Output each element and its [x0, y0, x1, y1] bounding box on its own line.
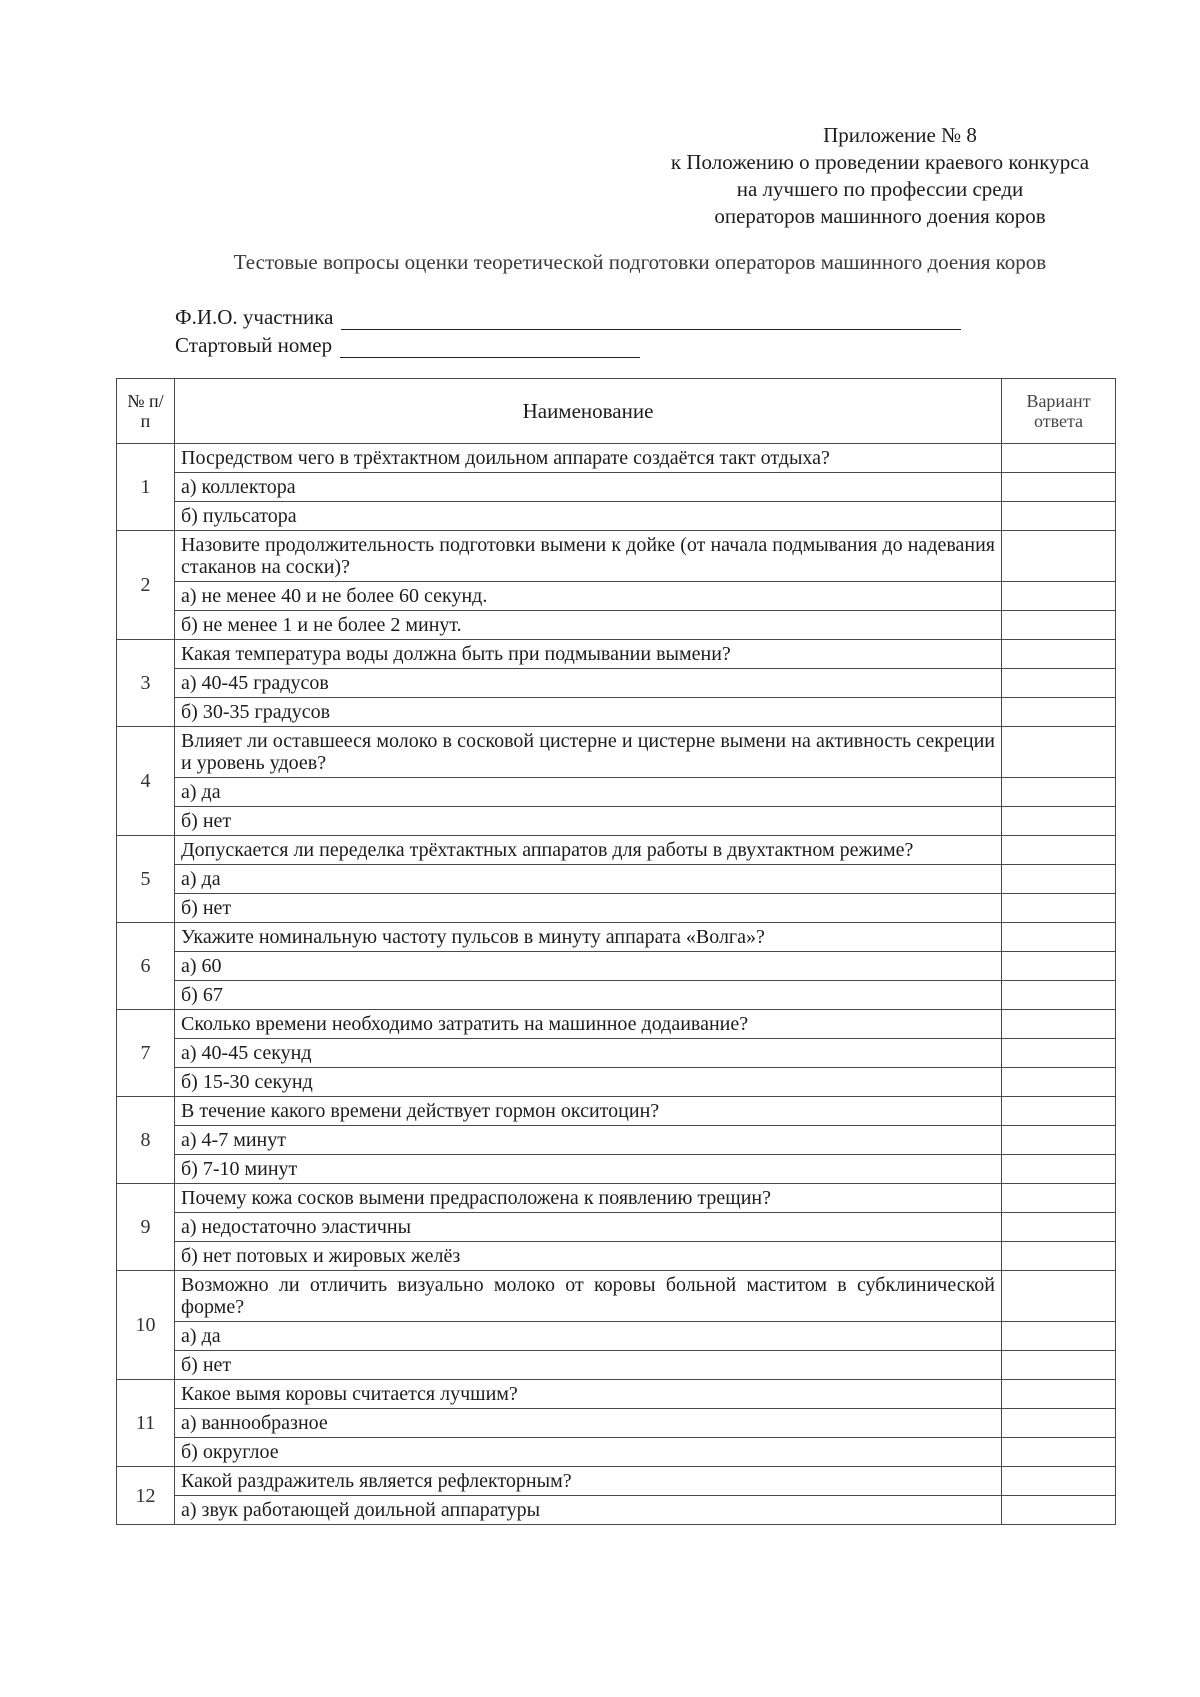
answer-option-row: [117, 894, 1116, 923]
column-header-answer: Вариант ответа: [1002, 379, 1116, 444]
answer-cell[interactable]: [1002, 1126, 1116, 1155]
question-row: [117, 923, 1116, 952]
answer-option: а) да: [175, 865, 1002, 894]
answer-option: б) округлое: [175, 1438, 1002, 1467]
answer-cell[interactable]: [1002, 1155, 1116, 1184]
answer-option: б) нет: [175, 894, 1002, 923]
answer-option-row: [117, 473, 1116, 502]
question-text: Какой раздражитель является рефлекторным?: [175, 1467, 1002, 1496]
question-text: Какое вымя коровы считается лучшим?: [175, 1380, 1002, 1409]
answer-option-row: [117, 1126, 1116, 1155]
question-text: Почему кожа сосков вымени предрасположена к появлению трещин?: [175, 1184, 1002, 1213]
answer-option: а) не менее 40 и не более 60 секунд.: [175, 582, 1002, 611]
answer-option-row: [117, 1351, 1116, 1380]
answer-option: а) 40-45 градусов: [175, 669, 1002, 698]
question-row: [117, 1271, 1116, 1322]
answer-cell[interactable]: [1002, 727, 1116, 778]
answer-option: а) коллектора: [175, 473, 1002, 502]
question-row: [117, 1097, 1116, 1126]
participant-name-field[interactable]: [175, 305, 961, 330]
question-number: 3: [117, 640, 175, 727]
answer-option-row: [117, 1409, 1116, 1438]
answer-option-row: [117, 698, 1116, 727]
question-row: [117, 1380, 1116, 1409]
appendix-line-2: к Положению о проведении краевого конкурса: [670, 150, 1090, 174]
answer-option: б) нет: [175, 1351, 1002, 1380]
answer-option-row: [117, 1213, 1116, 1242]
answer-cell[interactable]: [1002, 1351, 1116, 1380]
appendix-number: Приложение № 8: [823, 123, 977, 147]
document-title: Тестовые вопросы оценки теоретической подготовки операторов машинного доения коров: [233, 250, 1047, 274]
answer-cell[interactable]: [1002, 1409, 1116, 1438]
answer-option: б) 67: [175, 981, 1002, 1010]
question-row: [117, 1467, 1116, 1496]
question-row: [117, 531, 1116, 582]
question-text: Какая температура воды должна быть при подмывании вымени?: [175, 640, 1002, 669]
question-number: 2: [117, 531, 175, 640]
answer-cell[interactable]: [1002, 1242, 1116, 1271]
question-number: 12: [117, 1467, 175, 1525]
answer-option-row: [117, 669, 1116, 698]
answer-option-row: [117, 611, 1116, 640]
answer-option: б) 7-10 минут: [175, 1155, 1002, 1184]
question-text: Посредством чего в трёхтактном доильном аппарате создаётся такт отдыха?: [175, 444, 1002, 473]
answer-cell[interactable]: [1002, 473, 1116, 502]
answer-cell[interactable]: [1002, 1496, 1116, 1525]
question-row: [117, 836, 1116, 865]
answer-cell[interactable]: [1002, 640, 1116, 669]
question-text: Назовите продолжительность подготовки вымени к дойке (от начала подмывания до надевания стаканов на соски)?: [175, 531, 1002, 582]
answer-cell[interactable]: [1002, 1010, 1116, 1039]
answer-option-row: [117, 1496, 1116, 1525]
answer-option: б) нет: [175, 807, 1002, 836]
question-number: 5: [117, 836, 175, 923]
answer-cell[interactable]: [1002, 952, 1116, 981]
question-row: [117, 640, 1116, 669]
answer-cell[interactable]: [1002, 582, 1116, 611]
appendix-line-3: на лучшего по профессии среди: [736, 177, 1024, 201]
appendix-line-4: операторов машинного доения коров: [714, 204, 1046, 228]
answer-cell[interactable]: [1002, 1380, 1116, 1409]
question-row: [117, 727, 1116, 778]
question-number: 10: [117, 1271, 175, 1380]
answer-cell[interactable]: [1002, 669, 1116, 698]
answer-option: б) 30-35 градусов: [175, 698, 1002, 727]
answer-option-row: [117, 981, 1116, 1010]
start-number-label: Стартовый номер: [175, 333, 333, 357]
answer-option-row: [117, 1322, 1116, 1351]
answer-option: а) да: [175, 1322, 1002, 1351]
answer-option-row: [117, 1068, 1116, 1097]
answer-option: б) не менее 1 и не более 2 минут.: [175, 611, 1002, 640]
answer-cell[interactable]: [1002, 836, 1116, 865]
answer-option-row: [117, 582, 1116, 611]
question-number: 7: [117, 1010, 175, 1097]
answer-option-row: [117, 1155, 1116, 1184]
start-number-blank[interactable]: [340, 335, 640, 358]
answer-option-row: [117, 1438, 1116, 1467]
table-header-row: [117, 379, 1116, 444]
answer-option-row: [117, 807, 1116, 836]
answer-cell[interactable]: [1002, 981, 1116, 1010]
answer-cell[interactable]: [1002, 1322, 1116, 1351]
answer-option: б) нет потовых и жировых желёз: [175, 1242, 1002, 1271]
answer-cell[interactable]: [1002, 1184, 1116, 1213]
answer-option: а) 60: [175, 952, 1002, 981]
answer-option: б) пульсатора: [175, 502, 1002, 531]
appendix-header: [600, 122, 1160, 230]
answer-option-row: [117, 1242, 1116, 1271]
answer-option-row: [117, 952, 1116, 981]
column-header-number: № п/п: [117, 379, 175, 444]
questions-table: [116, 378, 1116, 1525]
answer-cell[interactable]: [1002, 923, 1116, 952]
answer-option: а) да: [175, 778, 1002, 807]
answer-option: а) звук работающей доильной аппаратуры: [175, 1496, 1002, 1525]
question-text: В течение какого времени действует гормон окситоцин?: [175, 1097, 1002, 1126]
question-row: [117, 1184, 1116, 1213]
answer-cell[interactable]: [1002, 894, 1116, 923]
answer-cell[interactable]: [1002, 1213, 1116, 1242]
start-number-field[interactable]: [175, 333, 640, 358]
answer-cell[interactable]: [1002, 611, 1116, 640]
question-number: 6: [117, 923, 175, 1010]
answer-option: а) ваннообразное: [175, 1409, 1002, 1438]
answer-cell[interactable]: [1002, 502, 1116, 531]
question-number: 8: [117, 1097, 175, 1184]
answer-option: б) 15-30 секунд: [175, 1068, 1002, 1097]
question-text: Допускается ли переделка трёхтактных аппаратов для работы в двухтактном режиме?: [175, 836, 1002, 865]
answer-option-row: [117, 1039, 1116, 1068]
question-number: 1: [117, 444, 175, 531]
answer-option: а) 4-7 минут: [175, 1126, 1002, 1155]
question-number: 4: [117, 727, 175, 836]
answer-cell[interactable]: [1002, 1068, 1116, 1097]
answer-option: а) 40-45 секунд: [175, 1039, 1002, 1068]
answer-cell[interactable]: [1002, 531, 1116, 582]
question-row: [117, 1010, 1116, 1039]
answer-cell[interactable]: [1002, 865, 1116, 894]
question-number: 11: [117, 1380, 175, 1467]
question-text: Влияет ли оставшееся молоко в сосковой цистерне и цистерне вымени на активность секреции и уровень удоев?: [175, 727, 1002, 778]
answer-cell[interactable]: [1002, 1467, 1116, 1496]
questions-body: [117, 444, 1116, 1525]
question-text: Сколько времени необходимо затратить на машинное додаивание?: [175, 1010, 1002, 1039]
answer-option: а) недостаточно эластичны: [175, 1213, 1002, 1242]
question-text: Возможно ли отличить визуально молоко от коровы больной маститом в субклинической форме?: [175, 1271, 1002, 1322]
answer-cell[interactable]: [1002, 1438, 1116, 1467]
answer-cell[interactable]: [1002, 1097, 1116, 1126]
answer-cell[interactable]: [1002, 807, 1116, 836]
answer-cell[interactable]: [1002, 444, 1116, 473]
answer-option-row: [117, 502, 1116, 531]
question-row: [117, 444, 1116, 473]
answer-cell[interactable]: [1002, 1271, 1116, 1322]
column-header-name: Наименование: [175, 379, 1002, 444]
question-text: Укажите номинальную частоту пульсов в минуту аппарата «Волга»?: [175, 923, 1002, 952]
answer-cell[interactable]: [1002, 698, 1116, 727]
answer-cell[interactable]: [1002, 1039, 1116, 1068]
answer-option-row: [117, 778, 1116, 807]
answer-option-row: [117, 865, 1116, 894]
answer-cell[interactable]: [1002, 778, 1116, 807]
participant-name-blank[interactable]: [341, 307, 961, 330]
question-number: 9: [117, 1184, 175, 1271]
participant-name-label: Ф.И.О. участника: [175, 305, 334, 329]
